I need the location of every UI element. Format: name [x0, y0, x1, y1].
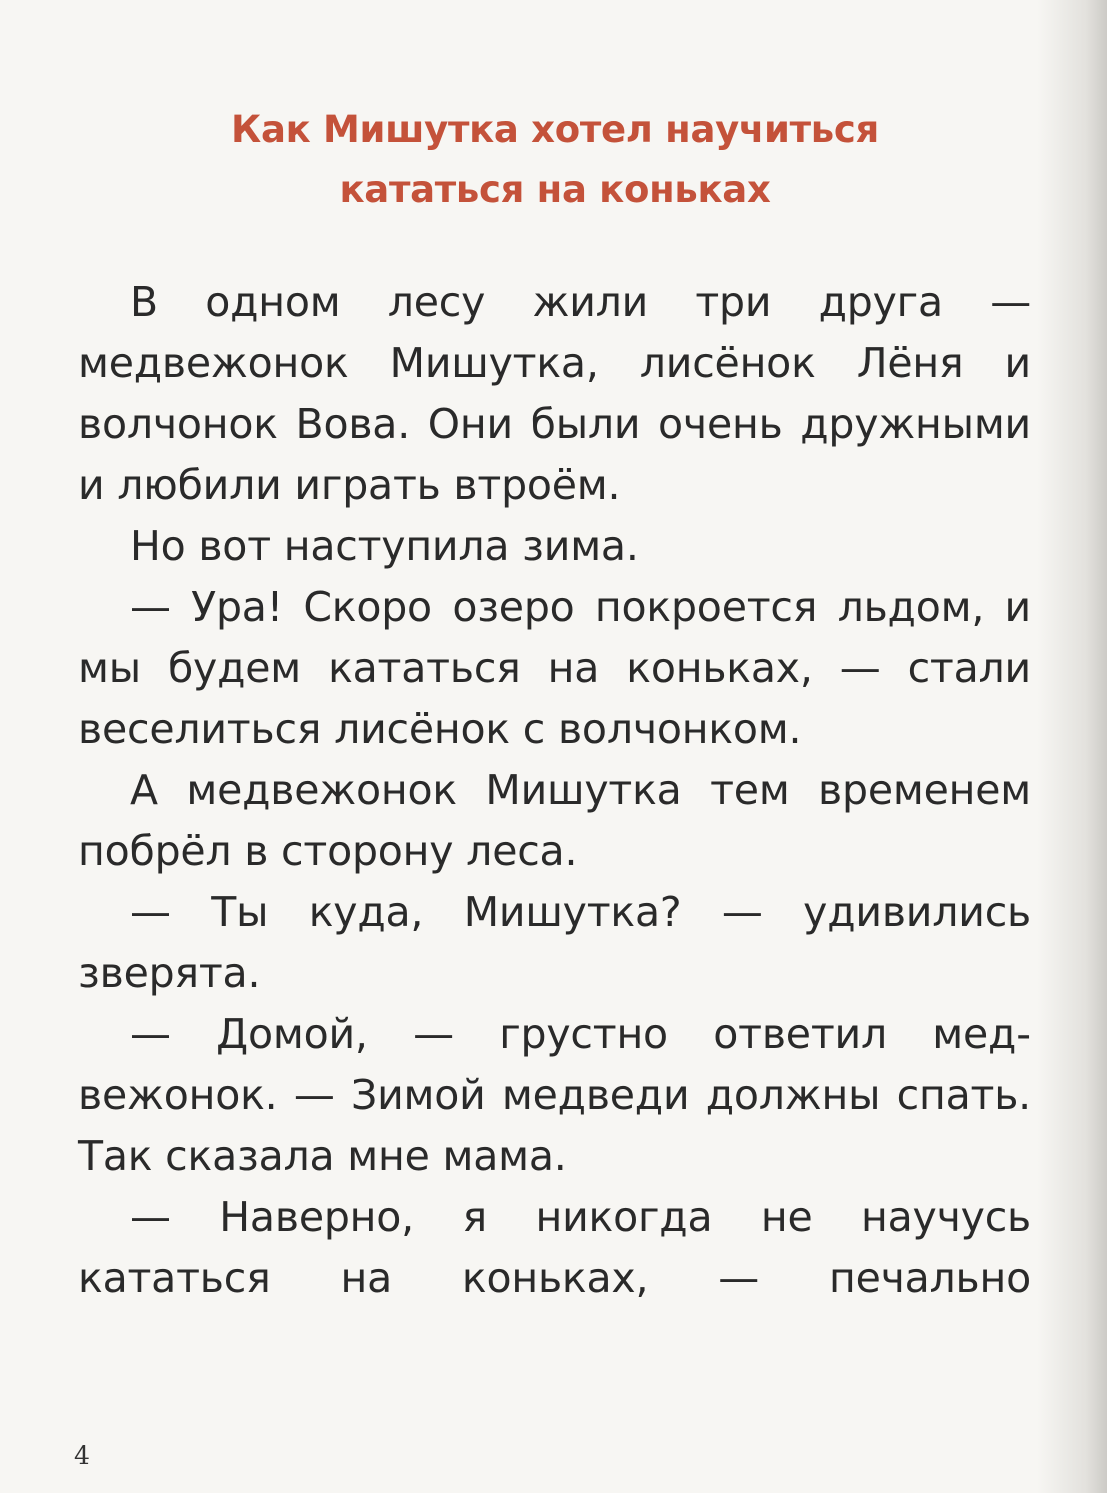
- paragraph-1: В одном лесу жили три друга — медвежонок Мишутка, лисёнок Лёня и волчонок Вова. Они были очень дружными и любили играть втроём.: [78, 278, 1031, 509]
- story-title: [140, 100, 970, 220]
- page-edge-shadow: [1037, 0, 1107, 1493]
- paragraph-6: — Домой, — грустно ответил медвежонок. — Зимой медведи должны спать. Так сказала мне мама.: [78, 1010, 1031, 1180]
- paragraph-3: — Ура! Скоро озеро покроется льдом, и мы будем кататься на коньках, — стали веселиться лисёнок с волчонком.: [78, 583, 1031, 753]
- story-text: [78, 272, 1031, 1309]
- paragraph-5: — Ты куда, Мишутка? — удивились зверята.: [78, 888, 1031, 997]
- paragraph-4: А медвежонок Мишутка тем временем побрёл в сторону леса.: [78, 766, 1031, 875]
- paragraph-7: — Наверно, я никогда не научусь кататься на коньках, — печально: [78, 1193, 1031, 1302]
- page-number: 4: [74, 1441, 90, 1470]
- story-title-line-1: Как Мишутка хотел научиться: [231, 108, 879, 151]
- paragraph-2: Но вот наступила зима.: [130, 522, 639, 570]
- story-title-line-2: кататься на коньках: [339, 168, 771, 211]
